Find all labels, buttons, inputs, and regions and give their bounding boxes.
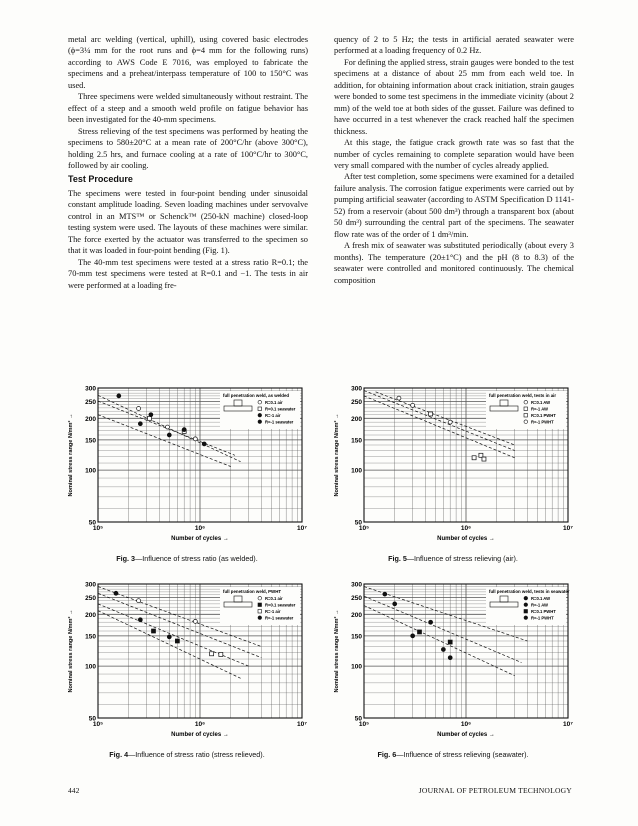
data-point: [429, 620, 433, 624]
y-tick-label: 50: [88, 715, 96, 723]
legend-marker: [258, 413, 262, 417]
data-point: [114, 591, 118, 595]
x-tick-label: 10⁶: [460, 721, 472, 728]
legend-marker: [258, 400, 262, 404]
x-tick-label: 10⁷: [297, 525, 307, 532]
data-point: [448, 640, 452, 644]
section-heading: Test Procedure: [68, 174, 133, 185]
legend-entry: R=0.1 PWHT: [531, 609, 556, 614]
data-point: [149, 413, 153, 417]
y-tick-label: 100: [351, 467, 362, 475]
data-point: [137, 599, 141, 603]
y-tick-label: 200: [85, 611, 96, 619]
data-point: [117, 394, 121, 398]
data-point: [219, 652, 223, 656]
legend-entry: R=-1 air: [265, 413, 281, 418]
legend-title: full penetration weld, as welded: [223, 393, 290, 398]
x-tick-label: 10⁷: [563, 721, 573, 728]
data-point: [472, 456, 476, 460]
y-tick-label: 250: [351, 595, 362, 603]
data-point: [175, 639, 179, 643]
data-point: [167, 433, 171, 437]
x-tick-label: 10⁶: [194, 525, 206, 532]
regression-line: [98, 415, 231, 467]
data-point: [393, 602, 397, 606]
legend-marker: [524, 407, 528, 411]
legend-entry: R=0.1 AW: [531, 596, 551, 601]
y-axis-label: Nominal stress range N/mm² →: [68, 413, 74, 497]
x-axis-label: Number of cycles →: [171, 536, 229, 542]
legend-title: full penetration weld, PWHT: [223, 589, 282, 594]
journal-name: JOURNAL OF PETROLEUM TECHNOLOGY: [418, 786, 572, 795]
y-axis-label: Nominal stress range N/mm² →: [334, 609, 340, 693]
y-tick-label: 200: [351, 415, 362, 423]
legend-marker: [524, 616, 528, 620]
figure-caption: Fig. 4—Influence of stress ratio (stress relieved).: [109, 750, 265, 759]
data-point: [137, 407, 141, 411]
legend-marker: [258, 420, 262, 424]
y-tick-label: 250: [85, 399, 96, 407]
paragraph: metal arc welding (vertical, uphill), using covered basic electrodes (ϕ=3¼ mm for the root runs and ϕ=4 mm for the following runs) according to AWS Code E 7016, was employed to fabricate the specimens and a preheat/interpass temperature of 100 to 150°C was used.: [68, 35, 308, 90]
data-point: [138, 422, 142, 426]
figure-5: [328, 382, 578, 572]
y-tick-label: 150: [85, 437, 96, 445]
x-axis-label: Number of cycles →: [171, 732, 229, 738]
x-tick-label: 10⁷: [297, 721, 307, 728]
legend-entry: R=-1 PWHT: [531, 419, 554, 425]
x-tick-label: 10⁶: [460, 525, 472, 532]
y-tick-label: 200: [351, 611, 362, 619]
legend-entry: R=0.1 seawater: [265, 406, 296, 412]
paragraph: For defining the applied stress, strain gauges were bonded to the test specimens at a distance of about 25 mm from each weld toe. In addition, for obtaining information about crack initiation, strain gauges were bonded to some test specimens in the immediate vicinity (about 2 mm) of the weld toe at both sides of the gusset. Failure was defined to have occurred in a test whenever the crack reached half the specimen thickness.: [334, 57, 574, 136]
legend-marker: [524, 603, 528, 607]
data-point: [482, 457, 486, 461]
data-point: [417, 630, 421, 634]
x-axis-label: Number of cycles →: [437, 732, 495, 738]
figure-caption: Fig. 6—Influence of stress relieving (seawater).: [377, 750, 529, 759]
figure-4: [62, 578, 312, 768]
data-point: [441, 647, 445, 651]
y-tick-label: 250: [85, 595, 96, 603]
figure-caption: Fig. 5—Influence of stress relieving (air).: [388, 554, 518, 563]
data-point: [193, 437, 197, 441]
y-tick-label: 250: [351, 399, 362, 407]
legend-marker: [524, 414, 528, 418]
legend-entry: R=0.1 air: [265, 400, 283, 405]
right-text-column: [334, 34, 574, 286]
data-point: [151, 629, 155, 633]
legend-marker: [258, 407, 262, 411]
x-tick-label: 10⁷: [563, 525, 573, 532]
paragraph: quency of 2 to 5 Hz; the tests in artificial aerated seawater were performed at a loading frequency of 0.2 Hz.: [334, 35, 574, 56]
chart-fig6: [328, 578, 578, 748]
y-axis-label: Nominal stress range N/mm² →: [68, 609, 74, 693]
legend-marker: [524, 596, 528, 600]
y-tick-label: 150: [85, 633, 96, 641]
y-tick-label: 200: [85, 415, 96, 423]
y-tick-label: 300: [85, 385, 96, 393]
y-tick-label: 100: [85, 467, 96, 475]
y-tick-label: 300: [351, 385, 362, 393]
legend-title: full penetration weld, tests in seawater: [489, 589, 570, 594]
legend-marker: [258, 596, 262, 600]
x-axis-label: Number of cycles →: [437, 536, 495, 542]
figure-6: [328, 578, 578, 768]
legend-entry: R=-1 seawater: [265, 419, 294, 425]
x-tick-label: 10⁵: [358, 721, 370, 728]
legend-marker: [258, 603, 262, 607]
paragraph: Three specimens were welded simultaneously without restraint. The effect of a steep and a smooth weld profile on fatigue behavior has been investigated for the 40-mm specimens.: [68, 92, 308, 125]
data-point: [202, 442, 206, 446]
paragraph: The 40-mm test specimens were tested at a stress ratio R=0.1; the 70-mm test specimens were tested at R=0.1 and −1. The tests in air were performed at a loading fre-: [68, 257, 308, 290]
x-tick-label: 10⁶: [194, 721, 206, 728]
paragraph: A fresh mix of seawater was substituted periodically (about every 3 months). The temperature (20±1°C) and the pH (8 to 8.3) of the seawater were controlled and monitored continuously. The chemical composition: [334, 241, 574, 285]
legend-entry: R=0.1 PWHT: [531, 413, 556, 418]
legend-title: full penetration weld, tests in air: [489, 393, 557, 398]
y-tick-label: 100: [85, 663, 96, 671]
chart-fig4: [62, 578, 312, 748]
data-point: [448, 420, 452, 424]
x-tick-label: 10⁵: [92, 721, 104, 728]
paragraph: At this stage, the fatigue crack growth rate was so fast that the number of cycles remaining to complete separation would have been very small compared with the number of cycles already applied.: [334, 138, 574, 170]
legend-entry: R=0.1 AW: [531, 400, 551, 405]
legend-entry: R=-1 air: [265, 609, 281, 614]
data-point: [193, 619, 197, 623]
paragraph: Stress relieving of the test specimens was performed by heating the specimens to 580±20°C at a mean rate of 200°C/hr (above 300°C), holding 2.5 hrs, and furnace cooling at a rate of 100°C/hr to 300°C, followed by air cooling.: [68, 126, 308, 170]
y-axis-label: Nominal stress range N/mm² →: [334, 413, 340, 497]
y-tick-label: 50: [354, 715, 362, 723]
figure-caption: Fig. 3—Influence of stress ratio (as welded).: [116, 554, 258, 563]
legend-marker: [258, 610, 262, 614]
chart-fig3: [62, 382, 312, 552]
data-point: [411, 403, 415, 407]
chart-fig5: [328, 382, 578, 552]
legend-entry: R=-1 seawater: [265, 615, 294, 621]
y-tick-label: 150: [351, 437, 362, 445]
paragraph: The specimens were tested in four-point bending under sinusoidal constant amplitude loading. Seven loading machines under servovalve control in an MTS™ or Schenck™ (250-kN machine) closed-loop testing system were used. The layouts of these machines were similar. The force exerted by the actuator was transferred to the specimen so that it was loaded in four-point bending (Fig. 1).: [68, 188, 308, 256]
y-tick-label: 50: [354, 519, 362, 527]
legend-marker: [524, 610, 528, 614]
data-point: [210, 652, 214, 656]
data-point: [411, 634, 415, 638]
data-point: [167, 635, 171, 639]
legend-marker: [524, 400, 528, 404]
data-point: [479, 453, 483, 457]
data-point: [448, 656, 452, 660]
x-tick-label: 10⁵: [92, 525, 104, 532]
y-tick-label: 150: [351, 633, 362, 641]
data-point: [429, 412, 433, 416]
y-tick-label: 300: [85, 581, 96, 589]
legend-marker: [258, 616, 262, 620]
paragraph: After test completion, some specimens were examined for a detailed failure analysis. The corrosion fatigue experiments were carried out by pumping artificial seawater (according to ASTM Specification D 1141-52) from a reservoir (about 500 dm³) through a transparent box (about 50 dm³) surrounding the central part of the specimens. The seawater flow rate was of the order of 1 dm³/min.: [334, 172, 574, 239]
x-tick-label: 10⁵: [358, 525, 370, 532]
data-point: [182, 428, 186, 432]
left-text-column: [68, 34, 308, 291]
legend-entry: R=-1 AW: [531, 406, 548, 412]
y-tick-label: 50: [88, 519, 96, 527]
data-point: [165, 425, 169, 429]
legend-entry: R=-1 AW: [531, 602, 548, 608]
y-tick-label: 300: [351, 581, 362, 589]
data-point: [397, 396, 401, 400]
legend-entry: R=-1 PWHT: [531, 615, 554, 621]
y-tick-label: 100: [351, 663, 362, 671]
legend-entry: R=0.1 seawater: [265, 602, 296, 608]
page-number: 442: [68, 786, 80, 795]
figure-3: [62, 382, 312, 572]
data-point: [383, 592, 387, 596]
data-point: [138, 618, 142, 622]
legend-entry: R=0.1 air: [265, 596, 283, 601]
legend-marker: [524, 420, 528, 424]
